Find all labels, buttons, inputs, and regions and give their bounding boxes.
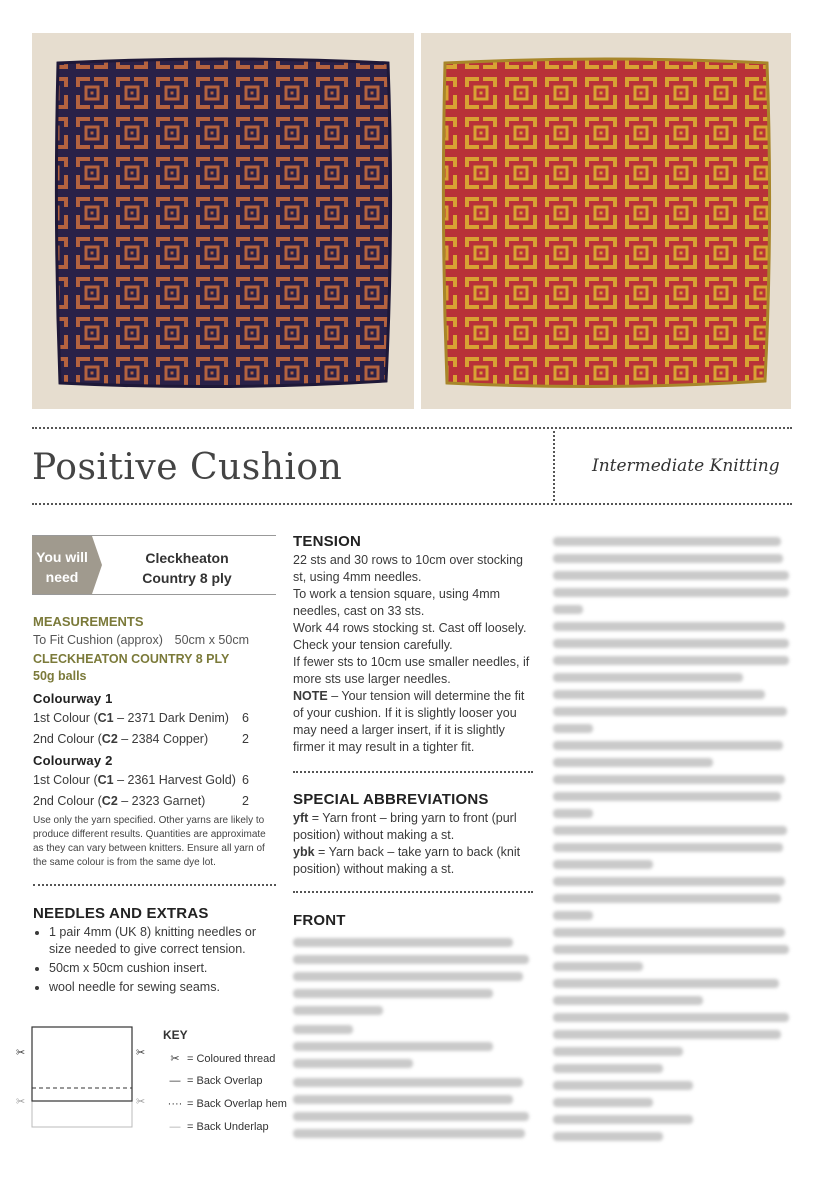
colour-qty: 2 (242, 794, 249, 808)
colourway-2-row-1 (33, 770, 249, 791)
divider-mid-1 (293, 771, 533, 773)
colour-prefix: 1st Colour ( (33, 773, 98, 787)
needles-item: • 50cm x 50cm cushion insert. (49, 960, 273, 977)
divider-mid-2 (293, 891, 533, 893)
yarn-name-line1: Cleckheaton (145, 550, 229, 566)
cushion-photo-colourway-2 (421, 33, 791, 409)
measurements-section (33, 613, 266, 870)
svg-text:✂: ✂ (136, 1095, 146, 1108)
yarn-flag-label (32, 547, 92, 587)
tension-note (293, 688, 533, 756)
colour-name: – 2371 Dark Denim) (113, 711, 229, 725)
svg-text:✂: ✂ (136, 1046, 146, 1059)
colour-code: C1 (97, 711, 114, 725)
key-label: = Back Underlap (187, 1121, 269, 1133)
abbr-text: = Yarn front – bring yarn to front (purl position) without making a st. (293, 811, 517, 842)
line-dashed-icon: ···· (167, 1098, 183, 1110)
needles-list (33, 924, 273, 996)
balls-heading: CLECKHEATON COUNTRY 8 PLY 50g balls (33, 652, 230, 683)
tension-paragraph: To work a tension square, using 4mm needles, cast on 33 sts. (293, 587, 501, 618)
tension-paragraph: Work 44 rows stocking st. Cast off loosely. Check your tension carefully. (293, 621, 527, 652)
abbreviation-item (293, 810, 533, 844)
colour-name: – 2323 Garnet) (117, 794, 206, 808)
key-item-back-overlap (163, 1075, 263, 1087)
tension-section (293, 532, 533, 756)
divider-left-1 (33, 884, 276, 886)
key-item-back-underlap (163, 1121, 269, 1133)
cushion-back-diagram (14, 1025, 154, 1130)
line-light-icon: — (169, 1121, 181, 1133)
key-label: = Coloured thread (187, 1053, 276, 1065)
colour-name: – 2384 Copper) (117, 732, 209, 746)
yarn-box (32, 535, 276, 595)
page-title: Positive Cushion (32, 447, 343, 488)
colour-prefix: 2nd Colour ( (33, 794, 102, 808)
colour-qty: 2 (242, 732, 249, 746)
abbr: yft (293, 811, 309, 825)
colourway-1-row-1 (33, 708, 249, 729)
yarn-name-line2: Country 8 ply (142, 570, 232, 586)
key-item-coloured-thread (163, 1052, 275, 1065)
abbr-text: = Yarn back – take yarn to back (knit position) without making a st. (293, 845, 521, 876)
fit-value: 50cm x 50cm (174, 633, 249, 647)
colourway-2-row-2 (33, 791, 249, 812)
yarn-note: Use only the yarn specified. Other yarns are likely to produce different results. Quantities are approximate as they can vary between knitters. Ensure all yarn of the same colour is from the same dye lot. (33, 815, 266, 868)
colour-qty: 6 (242, 773, 249, 787)
cushion-photo-colourway-1 (32, 33, 414, 409)
colour-prefix: 2nd Colour ( (33, 732, 102, 746)
needles-section (33, 904, 273, 996)
note-text: – Your tension will determine the fit of your cushion. If it is slightly looser you may need a larger insert, if it is slightly firmer it may result in a tighter fit. (293, 689, 525, 754)
tension-paragraph: If fewer sts to 10cm use smaller needles, if more sts use larger needles. (293, 655, 530, 686)
fit-row (33, 630, 249, 651)
colourway-1-row-2 (33, 729, 249, 750)
colour-code: C2 (101, 732, 118, 746)
needles-heading: NEEDLES AND EXTRAS (33, 905, 209, 922)
key-label: = Back Overlap (187, 1075, 263, 1087)
fit-label: To Fit Cushion (approx) (33, 633, 163, 647)
note-label: NOTE (293, 689, 328, 703)
abbreviations-heading: SPECIAL ABBREVIATIONS (293, 791, 489, 808)
key-item-back-overlap-hem (163, 1098, 287, 1110)
divider-vertical (553, 431, 555, 501)
colourway-2-heading: Colourway 2 (33, 753, 113, 768)
needles-item: • 1 pair 4mm (UK 8) knitting needles or size needed to give correct tension. (49, 924, 273, 958)
front-heading: FRONT (293, 912, 346, 929)
measurements-heading: MEASUREMENTS (33, 614, 144, 629)
svg-text:✂: ✂ (16, 1046, 26, 1059)
yarn-flag-line1: You will (36, 549, 88, 565)
yarn-name (112, 548, 262, 588)
colour-code: C2 (101, 794, 118, 808)
key-title: KEY (163, 1028, 188, 1042)
colour-code: C1 (97, 773, 114, 787)
abbreviations-section (293, 790, 533, 878)
divider-top (32, 427, 792, 429)
line-solid-icon: — (169, 1075, 181, 1087)
colourway-1-heading: Colourway 1 (33, 691, 113, 706)
colour-qty: 6 (242, 711, 249, 725)
key-label: = Back Overlap hem (187, 1098, 287, 1110)
svg-text:✂: ✂ (16, 1095, 26, 1108)
scissors-icon: ✂ (170, 1053, 180, 1065)
tension-paragraph: 22 sts and 30 rows to 10cm over stocking st, using 4mm needles. (293, 553, 523, 584)
colour-name: – 2361 Harvest Gold) (113, 773, 236, 787)
needles-item: • wool needle for sewing seams. (49, 979, 273, 996)
front-section (293, 911, 533, 931)
tension-heading: TENSION (293, 533, 362, 550)
skill-level: Intermediate Knitting (592, 456, 780, 476)
colour-prefix: 1st Colour ( (33, 711, 98, 725)
abbr: ybk (293, 845, 315, 859)
divider-bottom (32, 503, 792, 505)
yarn-flag-line2: need (45, 569, 79, 585)
abbreviation-item (293, 844, 533, 878)
